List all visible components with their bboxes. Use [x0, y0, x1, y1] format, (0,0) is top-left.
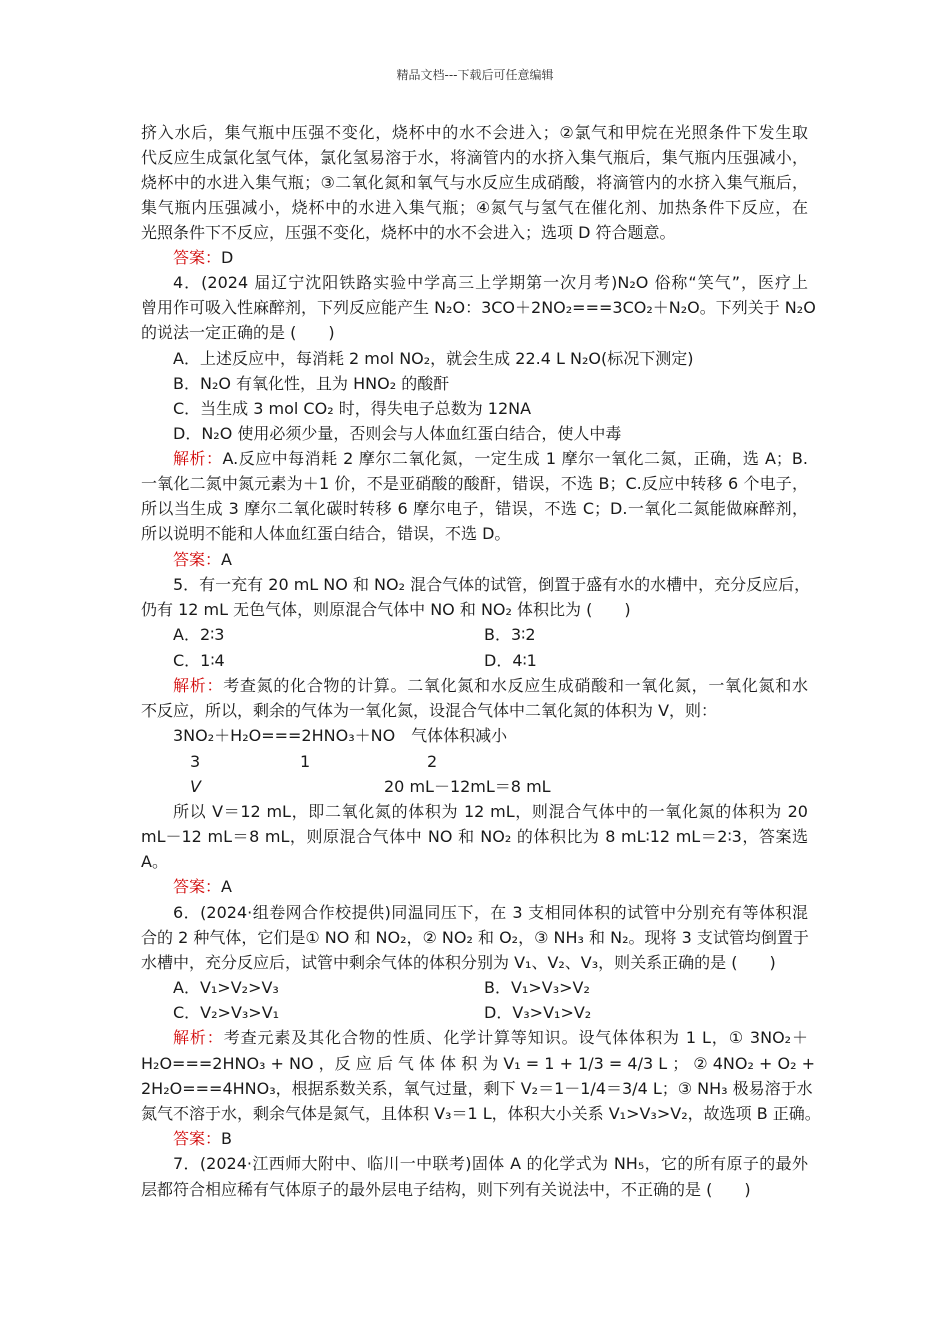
question-5-stem: 5．有一充有 20 mL NO 和 NO₂ 混合气体的试管，倒置于盛有水的水槽中，充分反应后， — [173, 575, 811, 594]
text-line: 2H₂O===4HNO₃，根据系数关系，氧气过量，剩下 V₂＝1－1/4＝3/4 L；③ NH₃ 极易溶于水 — [141, 1079, 813, 1098]
analysis-text: A.反应中每消耗 2 摩尔二氧化氮，一定生成 1 摩尔一氧化二氮，正确，选 A；B. — [222, 449, 808, 468]
text-line: 的说法一定正确的是 ( ) — [141, 323, 335, 342]
text-line: 光照条件下不反应，压强不变化，烧杯中的水不会进入；选项 D 符合题意。 — [141, 223, 676, 242]
option-c: C．1∶4 — [173, 651, 225, 670]
answer-line — [173, 245, 233, 270]
equation-line: 3NO₂＋H₂O===2HNO₃＋NO 气体体积减小 — [173, 726, 508, 745]
text-line: 曾用作可吸入性麻醉剂，下列反应能产生 N₂O：3CO＋2NO₂===3CO₂＋N₂O。下列关于 N₂O — [141, 298, 816, 317]
text-line: 氮气不溶于水，剩余气体是氮气，且体积 V₃＝1 L，体积大小关系 V₁>V₃>V₂，故选项 B 正确。 — [141, 1104, 821, 1123]
text-line: A。 — [141, 852, 168, 871]
text-line: 不反应，所以，剩余的气体为一氧化氮，设混合气体中二氧化氮的体积为 V，则： — [141, 701, 718, 720]
text-line: 合的 2 种气体，它们是① NO 和 NO₂，② NO₂ 和 O₂，③ NH₃ 和 N₂。现将 3 支试管均倒置于 — [141, 928, 809, 947]
text-line: 挤入水后，集气瓶中压强不变化，烧杯中的水不会进入；②氯气和甲烷在光照条件下发生取 — [141, 123, 808, 142]
equation-coef: 3 — [190, 752, 201, 771]
answer-line — [173, 874, 232, 899]
option-b: B．3∶2 — [484, 625, 536, 644]
text-line: 代反应生成氯化氢气体，氯化氢易溶于水，将滴管内的水挤入集气瓶后，集气瓶内压强减小， — [141, 148, 808, 167]
option-a: A．2∶3 — [173, 625, 225, 644]
text-line: H₂O===2HNO₃ + NO ，反 应 后 气 体 体 积 为 V₁ = 1 + 1/3 = 4/3 L ； ② 4NO₂ + O₂ + — [141, 1054, 815, 1073]
analysis-line — [173, 446, 808, 471]
analysis-text: 考查氮的化合物的计算。二氧化氮和水反应生成硝酸和一氧化氮，一氧化氮和水 — [223, 676, 808, 695]
analysis-label: 解析： — [173, 449, 223, 468]
option-b: B．V₁>V₃>V₂ — [484, 978, 590, 997]
option-c: C．V₂>V₃>V₁ — [173, 1003, 280, 1022]
text-line: mL－12 mL＝8 mL，则原混合气体中 NO 和 NO₂ 的体积比为 8 mL∶12 mL＝2∶3，答案选 — [141, 827, 808, 846]
text-line: 一氧化二氮中氮元素为＋1 价，不是亚硝酸的酸酐，错误，不选 B；C.反应中转移 6 个电子， — [141, 474, 808, 493]
answer-value: A — [221, 550, 232, 569]
option-c: C．当生成 3 mol CO₂ 时，得失电子总数为 12NA — [173, 399, 532, 418]
text-line: 水槽中，充分反应后，试管中剩余气体的体积分别为 V₁、V₂、V₃，则关系正确的是 ( ) — [141, 953, 776, 972]
question-6-stem: 6．(2024·组卷网合作校提供)同温同压下，在 3 支相同体积的试管中分别充有等体积混 — [173, 903, 808, 922]
option-d: D．V₃>V₁>V₂ — [484, 1003, 592, 1022]
analysis-line — [173, 1025, 808, 1050]
question-7-stem: 7．(2024·江西师大附中、临川一中联考)固体 A 的化学式为 NH₅，它的所有原子的最外 — [173, 1154, 808, 1173]
text-line: 仍有 12 mL 无色气体，则原混合气体中 NO 和 NO₂ 体积比为 ( ) — [141, 600, 631, 619]
question-4-stem: 4．(2024 届辽宁沈阳铁路实验中学高三上学期第一次月考)N₂O 俗称“笑气”，医疗上 — [173, 273, 808, 292]
equation-value: 20 mL－12mL＝8 mL — [384, 777, 551, 796]
text-line: 所以当生成 3 摩尔二氧化碳时转移 6 摩尔电子，错误，不选 C；D.一氧化二氮能做麻醉剂， — [141, 499, 808, 518]
analysis-line — [173, 673, 808, 698]
option-a: A．V₁>V₂>V₃ — [173, 978, 279, 997]
text-line: 烧杯中的水进入集气瓶；③二氧化氮和氧气与水反应生成硝酸，将滴管内的水挤入集气瓶后， — [141, 173, 808, 192]
answer-value: D — [221, 248, 234, 267]
option-a: A．上述反应中，每消耗 2 mol NO₂，就会生成 22.4 L N₂O(标况下测定) — [173, 349, 694, 368]
page-header: 精品文档---下载后可任意编辑 — [396, 68, 554, 82]
analysis-label: 解析： — [173, 676, 224, 695]
text-line: 所以说明不能和人体血红蛋白结合，错误，不选 D。 — [141, 524, 511, 543]
option-b: B．N₂O 有氧化性，且为 HNO₂ 的酸酐 — [173, 374, 450, 393]
answer-label: 答案： — [173, 877, 222, 896]
answer-label: 答案： — [173, 248, 222, 267]
answer-label: 答案： — [173, 1129, 222, 1148]
analysis-text: 考查元素及其化合物的性质、化学计算等知识。设气体体积为 1 L，① 3NO₂＋ — [223, 1028, 808, 1047]
text-line: 集气瓶内压强减小，烧杯中的水进入集气瓶；④氮气与氢气在催化剂、加热条件下反应，在 — [141, 198, 808, 217]
answer-value: B — [221, 1129, 232, 1148]
answer-line — [173, 547, 232, 572]
analysis-label: 解析： — [173, 1028, 224, 1047]
equation-coef: 1 — [300, 752, 311, 771]
equation-variable: V — [190, 777, 201, 796]
text-line: 所以 V＝12 mL，即二氧化氮的体积为 12 mL，则混合气体中的一氧化氮的体积为 20 — [173, 802, 808, 821]
option-d: D．4∶1 — [484, 651, 537, 670]
text-line: 层都符合相应稀有气体原子的最外层电子结构，则下列有关说法中，不正确的是 ( ) — [141, 1180, 751, 1199]
answer-label: 答案： — [173, 550, 222, 569]
option-d: D．N₂O 使用必须少量，否则会与人体血红蛋白结合，使人中毒 — [173, 424, 622, 443]
answer-value: A — [221, 877, 232, 896]
equation-coef: 2 — [427, 752, 438, 771]
answer-line — [173, 1126, 232, 1151]
